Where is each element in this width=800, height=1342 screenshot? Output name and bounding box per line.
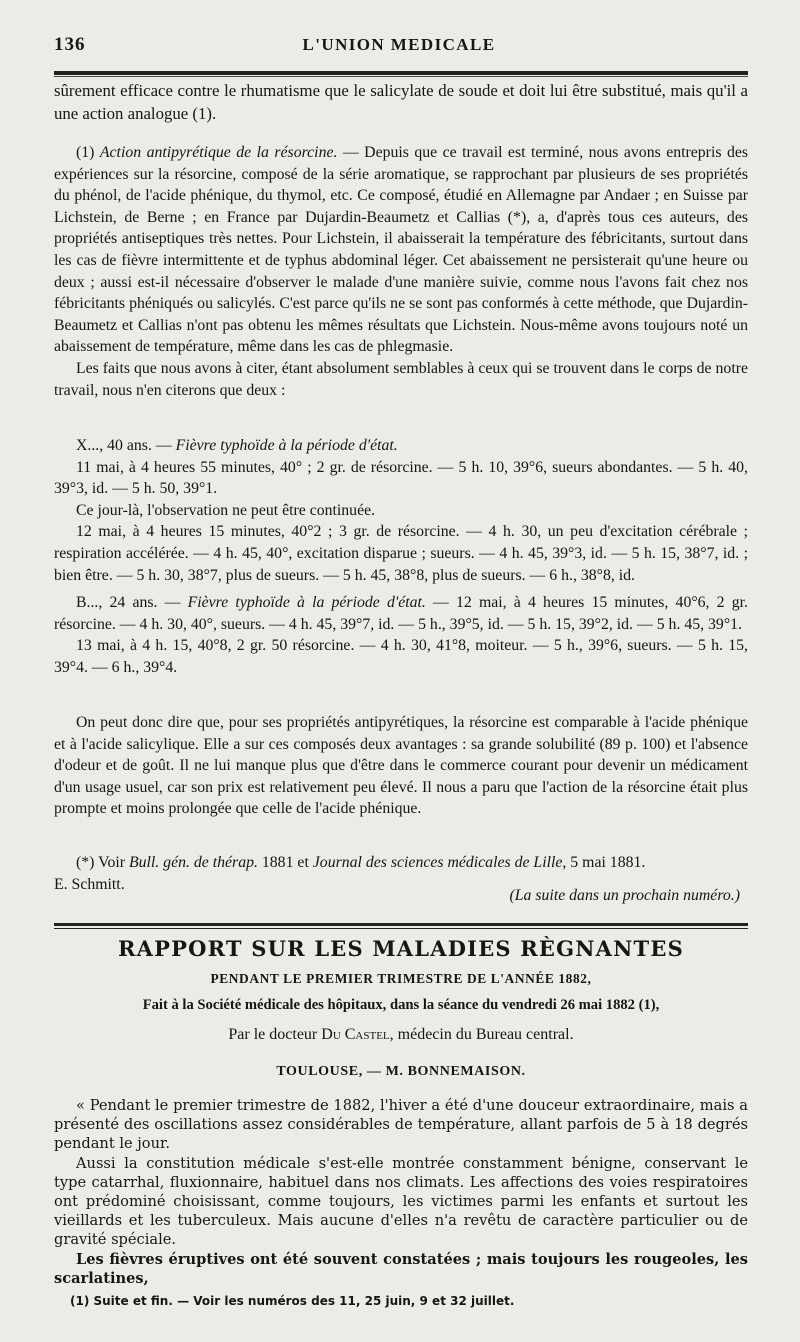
reference-bulletin: Bull. gén. de thérap. [128,854,258,871]
section-meeting-line: Fait à la Société médicale des hôpitaux, dans la séance du vendredi 26 mai 1882 (1), [142,997,660,1013]
case1-line2: Ce jour-là, l'observation ne peut être continuée. [76,501,376,519]
author-name: Du Castel [321,1026,390,1043]
report-footnote: (1) Suite et fin. — Voir les numéros des 11, 25 juin, 9 et 32 juillet. [70,1294,515,1308]
section-rule-thick [54,923,748,926]
footnote-star-mid: 1881 et [257,854,313,871]
report-para-2: Aussi la constitution médicale s'est-elle montrée constamment bénigne, conservant le type catarrhal, fluxionnaire, habituel dans nos climats. Les affections des voies respiratoires ont prédominé choisissant, comme toujours, les victimes parmi les enfants et surtout les vieillards et les tuberculeux. Mais aucune d'elles n'a revêtu de caractère particulier ou de gravité spéciale. [54,1154,748,1249]
case1-line1: 11 mai, à 4 heures 55 minutes, 40° ; 2 gr. de résorcine. — 5 h. 10, 39°6, sueurs abondantes. — 5 h. 40, 39°3, id. — 5 h. 50, 39°1. [54,458,748,498]
section-rule-thin [54,928,748,929]
page-header [54,34,744,58]
footnote-star-tail: , 5 mai 1881. [562,854,646,871]
footnote-marker: (1) [76,144,100,161]
header-rule-thin [54,76,748,77]
footnote-body: — Depuis que ce travail est terminé, nous avons entrepris des expériences sur la résorcine, composé de la série aromatique, se rapprochant par plusieurs de ses propriétés du phénol, de l'acide phénique, du thymol, etc. Ce composé, étudié en Allemagne par Andaer ; en Suisse par Lichstein, de Berne ; en France par Dujardin-Beaumetz et Callias (*), a, d'après tous ces auteurs, des propriétés antiseptiques très nettes. Pour Lichstein, il abaisserait la température des fébricitants, surtout dans les cas de fièvre intermittente et de typhus abdominal léger. Cet abaissement ne persisterait qu'une heure ou deux ; aussi est-il nécessaire d'observer le malade d'une manière suivie, comme nous l'avons fait chez nos fébricitants phéniqués ou salicylés. C'est parce qu'ils ne se sont pas conformés à cette méthode, que Dujardin-Beaumetz et Callias n'ont pas obtenu les mêmes résultats que Lichstein. Nous-même avons toujours noté un abaissement de température, même dans les cas de phlegmasie. [54,144,749,356]
case1-patient: X..., 40 ans. — [76,437,176,454]
reference-journal: Journal des sciences médicales de Lille [312,854,563,871]
footnote-resorcine [54,142,748,401]
case2-line2: 13 mai, à 4 h. 15, 40°8, 2 gr. 50 résorcine. — 4 h. 30, 41°8, moiteur. — 5 h., 39°6, sueurs. — 5 h. 15, 39°4. — 6 h., 39°4. [54,637,748,676]
author-suffix: , médecin du Bureau central. [389,1026,574,1043]
case2-line1: — 12 mai, à 4 heures 15 minutes, 40°6, 2 gr. résorcine. — 4 h. 30, 40°, sueurs. — 4 h. 45, 39°7, id. — 5 h., 39°5, id. — 5 h. 15, 39°2, id. — 5 h. 45, 39°1. [54,594,748,633]
page-number: 136 [54,34,86,55]
report-para-1: « Pendant le premier trimestre de 1882, l'hiver a été d'une douceur extraordinaire, mais a présenté des oscillations assez considérables de température, allant parfois de 5 à 18 degrés pendant le jour. [54,1097,748,1153]
intro-text: sûrement efficace contre le rhumatisme que le salicylate de soude et doit lui être substitué, mais qu'il a une action analogue (1). [54,81,748,123]
footnote-resorcine-para [54,142,748,358]
case2-diagnosis: Fièvre typhoïde à la période d'état. [187,594,426,612]
signature: E. Schmitt. [54,875,125,893]
conclusion-paragraph [54,712,748,820]
section-title: RAPPORT SUR LES MALADIES RÈGNANTES [118,936,684,961]
section-city: TOULOUSE, — M. BONNEMAISON. [276,1064,526,1079]
footnote-star-text [54,852,748,874]
section-author [54,1026,748,1044]
case1-line3: 12 mai, à 4 heures 15 minutes, 40°2 ; 3 gr. de résorcine. — 4 h. 30, un peu d'excitation cérébrale ; respiration accélérée. — 4 h. 45, 40°, excitation disparue ; sueurs. — 4 h. 45, 39°3, id. — 5 h. 15, 38°7, id. ; bien être. — 5 h. 30, 38°7, plus de sueurs. — 5 h. 45, 38°8, plus de sueurs. — 6 h., 38°8, id. [54,523,748,584]
case1-diagnosis: Fièvre typhoïde à la période d'état. [175,437,398,454]
case2-heading [54,592,748,635]
case1-heading [54,435,748,457]
continued-note: (La suite dans un prochain numéro.) [509,887,740,904]
author-prefix: Par le docteur [228,1026,322,1043]
case2-patient: B..., 24 ans. — [76,594,188,612]
report-para-3: Les fièvres éruptives ont été souvent constatées ; mais toujours les rougeoles, les scarlatines, [54,1250,748,1287]
report-body [54,1096,748,1288]
conclusion-text: On peut donc dire que, pour ses propriétés antipyrétiques, la résorcine est comparable à l'acide phénique et à l'acide salicylique. Elle a sur ces composés deux avantages : sa grande solubilité (89 p. 100) et l'absence d'odeur et de goût. Il ne lui manque plus que d'être dans le commerce courant pour devenir un médicament d'un usage usuel, car son prix est relativement peu élevé. Il nous a paru que l'action de la résorcine était plus prompte et moins prolongée que celle de l'acide phénique. [54,714,748,818]
footnote-title: Action antipyrétique de la résorcine. [99,144,338,161]
running-title: L'UNION MEDICALE [302,35,496,54]
footnote-body-2: Les faits que nous avons à citer, étant absolument semblables à ceux qui se trouvent dans le corps de notre travail, nous n'en citerons que deux : [54,359,748,399]
footnote-star-lead: (*) Voir [76,854,129,871]
header-rule [54,71,748,75]
intro-paragraph [54,79,748,125]
section-subtitle: PENDANT LE PREMIER TRIMESTRE DE L'ANNÉE 1882, [210,971,592,986]
case-observations [54,435,748,679]
